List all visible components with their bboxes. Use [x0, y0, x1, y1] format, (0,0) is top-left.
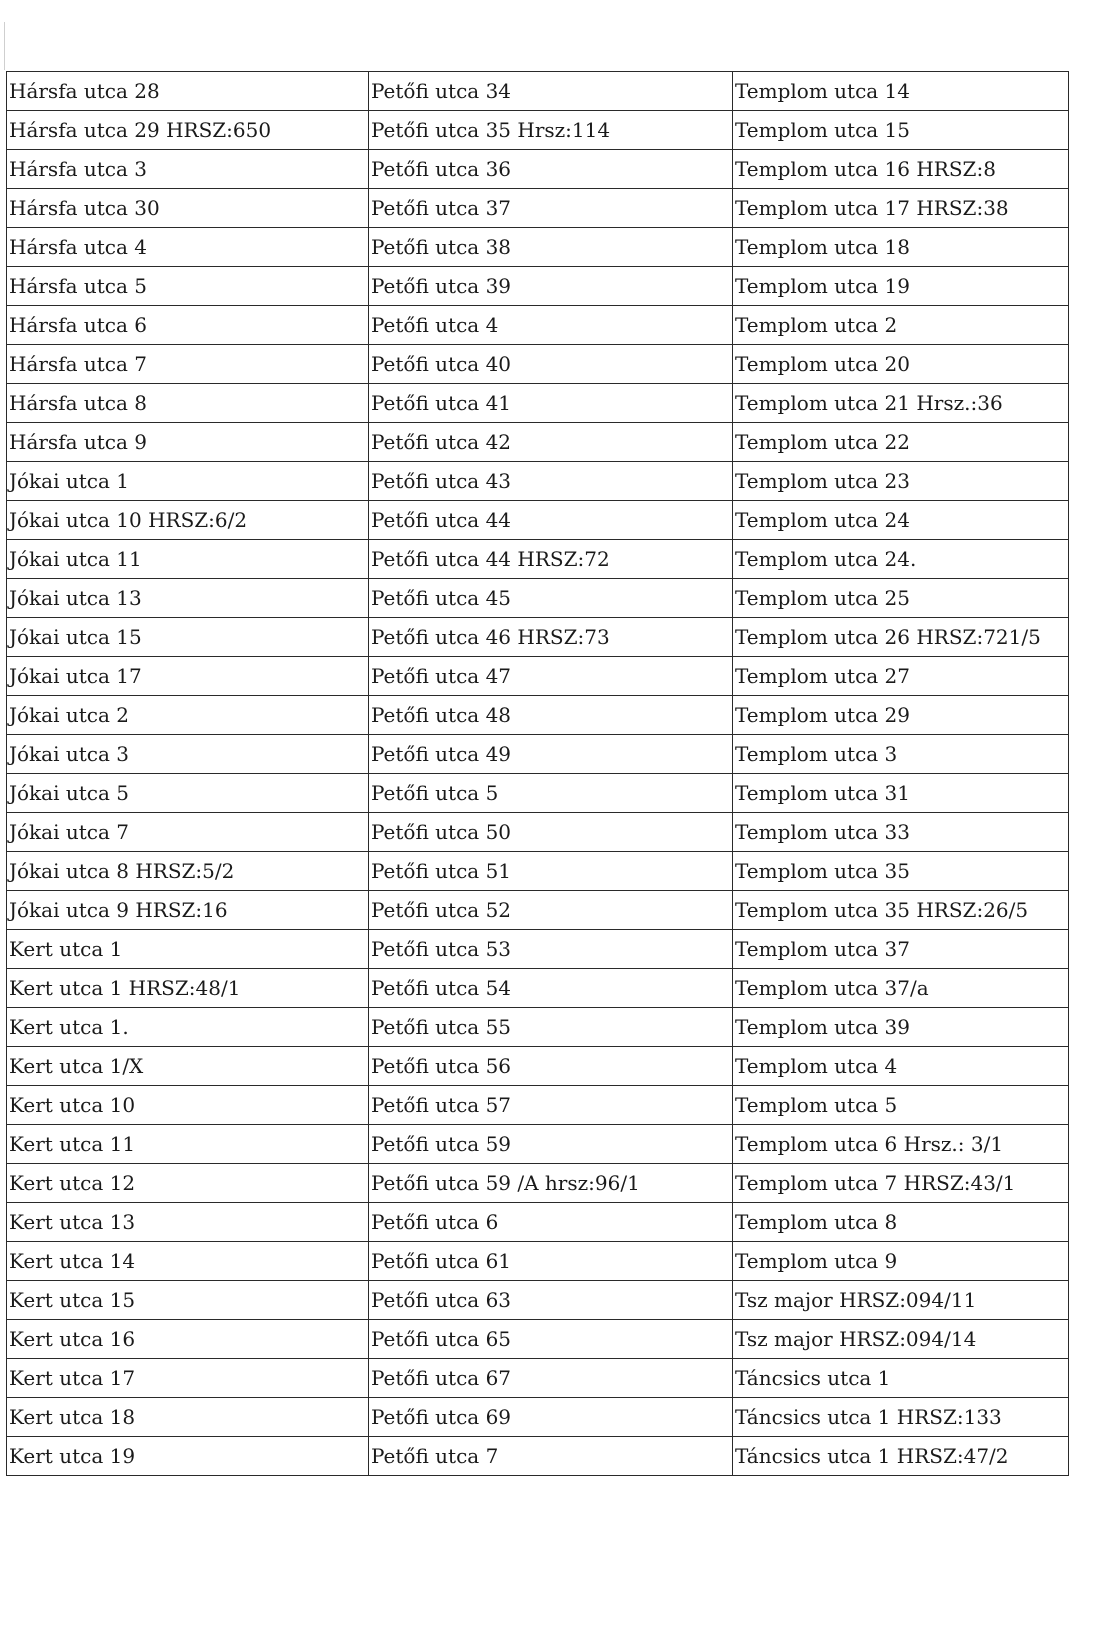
table-cell: Kert utca 13 — [7, 1203, 369, 1242]
table-cell: Petőfi utca 36 — [369, 150, 733, 189]
table-cell: Petőfi utca 45 — [369, 579, 733, 618]
table-row — [7, 501, 1069, 540]
table-cell: Petőfi utca 40 — [369, 345, 733, 384]
table-cell: Jókai utca 3 — [7, 735, 369, 774]
table-cell: Petőfi utca 57 — [369, 1086, 733, 1125]
table-row — [7, 1437, 1069, 1476]
table-row — [7, 228, 1069, 267]
table-row — [7, 852, 1069, 891]
table-row — [7, 930, 1069, 969]
table-cell: Petőfi utca 5 — [369, 774, 733, 813]
table-cell: Petőfi utca 43 — [369, 462, 733, 501]
table-row — [7, 384, 1069, 423]
table-row — [7, 72, 1069, 111]
table-row — [7, 306, 1069, 345]
table-cell: Petőfi utca 44 — [369, 501, 733, 540]
table-cell: Petőfi utca 67 — [369, 1359, 733, 1398]
table-cell: Petőfi utca 42 — [369, 423, 733, 462]
address-table-body — [7, 72, 1069, 1476]
table-cell: Templom utca 29 — [733, 696, 1069, 735]
table-cell: Petőfi utca 49 — [369, 735, 733, 774]
table-row — [7, 1320, 1069, 1359]
table-cell: Templom utca 35 — [733, 852, 1069, 891]
table-cell: Kert utca 19 — [7, 1437, 369, 1476]
table-cell: Petőfi utca 54 — [369, 969, 733, 1008]
table-cell: Kert utca 11 — [7, 1125, 369, 1164]
table-cell: Kert utca 1. — [7, 1008, 369, 1047]
table-cell: Templom utca 31 — [733, 774, 1069, 813]
table-row — [7, 150, 1069, 189]
table-cell: Petőfi utca 39 — [369, 267, 733, 306]
table-cell: Templom utca 17 HRSZ:38 — [733, 189, 1069, 228]
table-row — [7, 1203, 1069, 1242]
table-row — [7, 1398, 1069, 1437]
table-row — [7, 540, 1069, 579]
table-cell: Petőfi utca 34 — [369, 72, 733, 111]
table-row — [7, 579, 1069, 618]
table-cell: Templom utca 8 — [733, 1203, 1069, 1242]
table-cell: Templom utca 23 — [733, 462, 1069, 501]
table-row — [7, 735, 1069, 774]
table-cell: Templom utca 37 — [733, 930, 1069, 969]
table-cell: Petőfi utca 41 — [369, 384, 733, 423]
table-row — [7, 462, 1069, 501]
table-cell: Templom utca 33 — [733, 813, 1069, 852]
table-cell: Kert utca 1 HRSZ:48/1 — [7, 969, 369, 1008]
table-cell: Templom utca 26 HRSZ:721/5 — [733, 618, 1069, 657]
table-cell: Petőfi utca 7 — [369, 1437, 733, 1476]
table-cell: Jókai utca 13 — [7, 579, 369, 618]
table-row — [7, 1008, 1069, 1047]
table-cell: Hársfa utca 3 — [7, 150, 369, 189]
table-cell: Templom utca 25 — [733, 579, 1069, 618]
table-cell: Kert utca 18 — [7, 1398, 369, 1437]
table-cell: Petőfi utca 65 — [369, 1320, 733, 1359]
table-cell: Templom utca 27 — [733, 657, 1069, 696]
table-cell: Kert utca 14 — [7, 1242, 369, 1281]
table-row — [7, 696, 1069, 735]
scan-edge-line — [4, 22, 5, 70]
table-cell: Jókai utca 7 — [7, 813, 369, 852]
table-cell: Templom utca 21 Hrsz.:36 — [733, 384, 1069, 423]
table-cell: Petőfi utca 69 — [369, 1398, 733, 1437]
table-cell: Petőfi utca 50 — [369, 813, 733, 852]
table-cell: Templom utca 9 — [733, 1242, 1069, 1281]
table-row — [7, 1359, 1069, 1398]
table-cell: Kert utca 10 — [7, 1086, 369, 1125]
table-cell: Jókai utca 2 — [7, 696, 369, 735]
table-row — [7, 1125, 1069, 1164]
table-row — [7, 774, 1069, 813]
table-cell: Petőfi utca 61 — [369, 1242, 733, 1281]
table-cell: Templom utca 3 — [733, 735, 1069, 774]
table-cell: Templom utca 2 — [733, 306, 1069, 345]
table-row — [7, 813, 1069, 852]
table-cell: Hársfa utca 28 — [7, 72, 369, 111]
table-cell: Petőfi utca 47 — [369, 657, 733, 696]
table-cell: Templom utca 19 — [733, 267, 1069, 306]
table-row — [7, 657, 1069, 696]
table-row — [7, 618, 1069, 657]
table-cell: Templom utca 5 — [733, 1086, 1069, 1125]
table-cell: Kert utca 12 — [7, 1164, 369, 1203]
table-row — [7, 1086, 1069, 1125]
table-cell: Jókai utca 1 — [7, 462, 369, 501]
table-cell: Petőfi utca 44 HRSZ:72 — [369, 540, 733, 579]
table-cell: Petőfi utca 38 — [369, 228, 733, 267]
table-cell: Templom utca 4 — [733, 1047, 1069, 1086]
table-cell: Jókai utca 15 — [7, 618, 369, 657]
table-cell: Petőfi utca 56 — [369, 1047, 733, 1086]
table-cell: Hársfa utca 29 HRSZ:650 — [7, 111, 369, 150]
table-cell: Petőfi utca 35 Hrsz:114 — [369, 111, 733, 150]
table-cell: Jókai utca 17 — [7, 657, 369, 696]
table-row — [7, 423, 1069, 462]
table-cell: Jókai utca 5 — [7, 774, 369, 813]
table-cell: Templom utca 39 — [733, 1008, 1069, 1047]
table-cell: Táncsics utca 1 — [733, 1359, 1069, 1398]
table-cell: Petőfi utca 63 — [369, 1281, 733, 1320]
table-cell: Hársfa utca 30 — [7, 189, 369, 228]
table-row — [7, 189, 1069, 228]
table-cell: Hársfa utca 7 — [7, 345, 369, 384]
table-cell: Tsz major HRSZ:094/11 — [733, 1281, 1069, 1320]
table-cell: Táncsics utca 1 HRSZ:133 — [733, 1398, 1069, 1437]
table-cell: Petőfi utca 59 /A hrsz:96/1 — [369, 1164, 733, 1203]
table-cell: Petőfi utca 53 — [369, 930, 733, 969]
table-cell: Táncsics utca 1 HRSZ:47/2 — [733, 1437, 1069, 1476]
table-cell: Jókai utca 11 — [7, 540, 369, 579]
table-cell: Hársfa utca 5 — [7, 267, 369, 306]
table-cell: Petőfi utca 48 — [369, 696, 733, 735]
table-cell: Templom utca 18 — [733, 228, 1069, 267]
table-row — [7, 1242, 1069, 1281]
table-cell: Petőfi utca 52 — [369, 891, 733, 930]
table-row — [7, 891, 1069, 930]
table-row — [7, 111, 1069, 150]
table-cell: Kert utca 16 — [7, 1320, 369, 1359]
table-row — [7, 345, 1069, 384]
table-cell: Petőfi utca 55 — [369, 1008, 733, 1047]
table-cell: Templom utca 6 Hrsz.: 3/1 — [733, 1125, 1069, 1164]
table-cell: Templom utca 14 — [733, 72, 1069, 111]
table-cell: Templom utca 7 HRSZ:43/1 — [733, 1164, 1069, 1203]
table-cell: Petőfi utca 46 HRSZ:73 — [369, 618, 733, 657]
table-cell: Kert utca 1 — [7, 930, 369, 969]
table-cell: Jókai utca 9 HRSZ:16 — [7, 891, 369, 930]
table-cell: Tsz major HRSZ:094/14 — [733, 1320, 1069, 1359]
table-cell: Hársfa utca 4 — [7, 228, 369, 267]
table-row — [7, 1281, 1069, 1320]
address-table — [6, 71, 1069, 1476]
table-cell: Templom utca 20 — [733, 345, 1069, 384]
table-cell: Templom utca 15 — [733, 111, 1069, 150]
table-cell: Petőfi utca 37 — [369, 189, 733, 228]
table-row — [7, 267, 1069, 306]
table-cell: Hársfa utca 9 — [7, 423, 369, 462]
table-row — [7, 1164, 1069, 1203]
table-cell: Kert utca 17 — [7, 1359, 369, 1398]
table-cell: Jókai utca 10 HRSZ:6/2 — [7, 501, 369, 540]
table-cell: Templom utca 24. — [733, 540, 1069, 579]
table-cell: Kert utca 15 — [7, 1281, 369, 1320]
table-cell: Jókai utca 8 HRSZ:5/2 — [7, 852, 369, 891]
table-cell: Petőfi utca 51 — [369, 852, 733, 891]
table-row — [7, 1047, 1069, 1086]
table-cell: Templom utca 16 HRSZ:8 — [733, 150, 1069, 189]
table-cell: Petőfi utca 59 — [369, 1125, 733, 1164]
table-cell: Templom utca 35 HRSZ:26/5 — [733, 891, 1069, 930]
table-cell: Hársfa utca 8 — [7, 384, 369, 423]
table-cell: Petőfi utca 4 — [369, 306, 733, 345]
table-cell: Petőfi utca 6 — [369, 1203, 733, 1242]
table-cell: Templom utca 22 — [733, 423, 1069, 462]
table-cell: Kert utca 1/X — [7, 1047, 369, 1086]
table-row — [7, 969, 1069, 1008]
table-cell: Hársfa utca 6 — [7, 306, 369, 345]
table-cell: Templom utca 37/a — [733, 969, 1069, 1008]
table-cell: Templom utca 24 — [733, 501, 1069, 540]
